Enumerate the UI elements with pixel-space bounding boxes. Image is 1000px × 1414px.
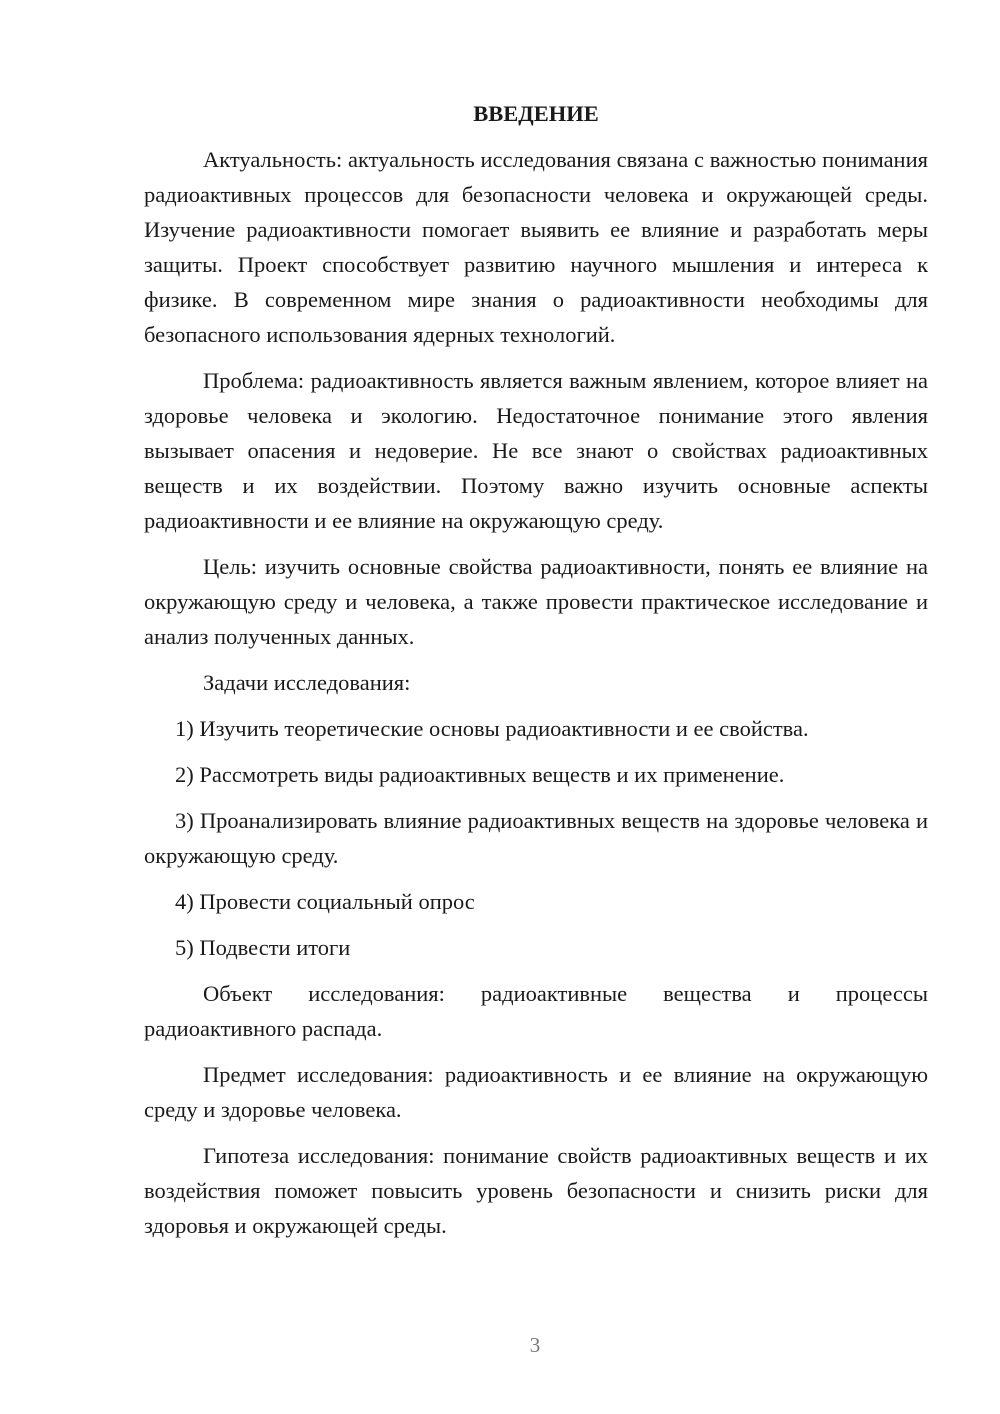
paragraph-goal: Цель: изучить основные свойства радиоактивности, понять ее влияние на окружающую среду и человека, а также провести практическое исследование и анализ полученных данных. [144,554,928,649]
tasks-heading: Задачи исследования: [203,670,411,695]
paragraph-relevance: Актуальность: актуальность исследования связана с важностью понимания радиоактивных процессов для безопасности человека и окружающей среды. Изучение радиоактивности помогает выявить ее влияние и разработать меры защиты. Проект способствует развитию научного мышления и интереса к физике. В современном мире знания о радиоактивности необходимы для безопасного использования ядерных технологий. [144,147,928,347]
page-body [144,96,928,1254]
task-item: 2) Рассмотреть виды радиоактивных веществ и их применение. [175,762,785,787]
task-item: 4) Провести социальный опрос [175,889,475,914]
paragraph-object: Объект исследования: радиоактивные вещества и процессы радиоактивного распада. [144,981,928,1041]
page-number: 3 [529,1333,541,1357]
paragraph-problem: Проблема: радиоактивность является важным явлением, которое влияет на здоровье человека и экологию. Недостаточное понимание этого явления вызывает опасения и недоверие. Не все знают о свойствах радиоактивных веществ и их воздействии. Поэтому важно изучить основные аспекты радиоактивности и ее влияние на окружающую среду. [144,368,928,533]
paragraph-hypothesis: Гипотеза исследования: понимание свойств радиоактивных веществ и их воздействия поможет повысить уровень безопасности и снизить риски для здоровья и окружающей среды. [144,1143,928,1238]
task-item: 1) Изучить теоретические основы радиоактивности и ее свойства. [175,716,809,741]
task-item: 5) Подвести итоги [175,935,351,960]
section-title: ВВЕДЕНИЕ [473,101,599,126]
paragraph-subject: Предмет исследования: радиоактивность и ее влияние на окружающую среду и здоровье человека. [144,1062,928,1122]
task-item: 3) Проанализировать влияние радиоактивных веществ на здоровье человека и окружающую среду. [144,808,928,868]
